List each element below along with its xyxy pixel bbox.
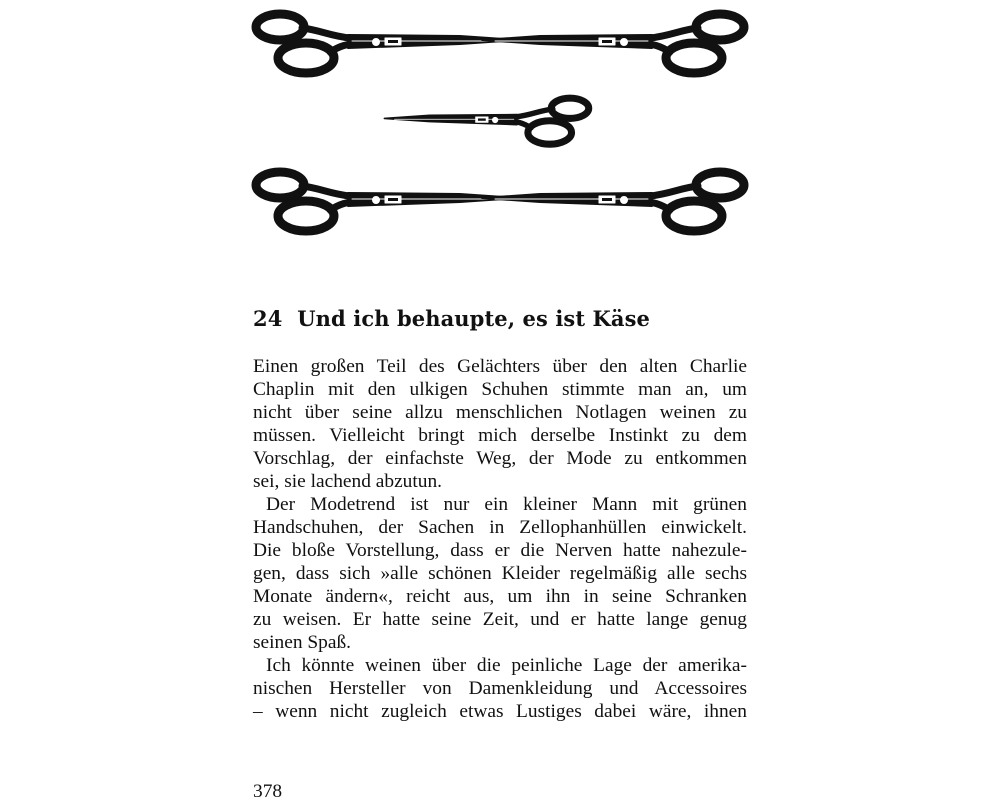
chapter-title: Und ich behaupte, es ist Käse [297,306,650,331]
text-line: Einen großen Teil des Gelächters über den alten Charlie [253,356,747,377]
text-line: Chaplin mit den ulkigen Schuhen stimmte man an, um [253,379,747,400]
text-line: nicht über seine allzu menschlichen Notlagen weinen zu [253,402,747,423]
scissors-center [384,98,588,144]
chapter-heading [253,306,650,331]
scissors-top-left [256,14,518,73]
text-line: zu weisen. Er hatte seine Zeit, und er hatte lange genug [253,609,747,630]
scissors-bottom-right [482,172,744,231]
text-line: Die bloße Vorstellung, dass er die Nerven hatte nahezule- [253,540,747,561]
page-number: 378 [253,781,283,802]
text-line: Der Modetrend ist nur ein kleiner Mann mit grünen [266,494,747,515]
text-line: müssen. Vielleicht bringt mich derselbe Instinkt zu dem [253,425,747,446]
scissors-bottom-left [256,172,518,231]
text-line: Handschuhen, der Sachen in Zellophanhüllen einwickelt. [253,517,747,538]
text-line: gen, dass sich »alle schönen Kleider regelmäßig alle sechs [253,563,747,584]
body-text [253,355,747,723]
scissors-top-right [482,14,744,73]
scissors-illustration [250,0,750,250]
text-line: Ich könnte weinen über die peinliche Lage der amerika- [266,655,747,676]
text-line: – wenn nicht zugleich etwas Lustiges dabei wäre, ihnen [253,701,747,722]
text-line: Vorschlag, der einfachste Weg, der Mode zu entkommen [253,448,747,469]
text-line: seinen Spaß. [253,632,352,653]
text-line: Monate ändern«, reicht aus, um ihn in seine Schranken [253,586,747,607]
chapter-number: 24 [253,306,283,331]
text-line: sei, sie lachend abzutun. [253,471,442,492]
text-line: nischen Hersteller von Damenkleidung und Accessoires [253,678,747,699]
